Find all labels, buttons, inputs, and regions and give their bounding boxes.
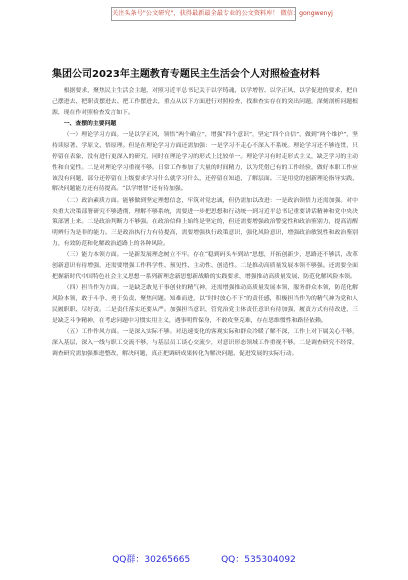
- top-banner: 关注头条号"公文研究"，获得最新最全最专业的公文资料库！ 微信：gongwenyj: [111, 7, 296, 21]
- document-title: 集团公司2023年主题教育专题民主生活会个人对照检查材料: [52, 69, 320, 80]
- body-paragraph: （一）理论学习方面。一是以学正风，领悟“两个确立”，增强“四个意识”，坚定“四个自信”，做到“两个维护”，坚持读原著、学原文、悟原理。但是在理论学习方面还需加强：一是学习不走心不深入不系统。理论学习还不够连贯，只停留在表象，没有进行更深入的研究，同时在理论学习的形式上比较单一。理论学习有时走形式主义，缺乏学习的主动性和自觉性。二是对理论学习重视不够。日常工作参加了大量的时间精力，以为凭借已有的工作经验，做好本职工作应该没有问题，部分还停留在上级要求学习什么就学习什么，还停留在知道、了解层面。三是用党的创新理论指导实践、解决问题能力还有待提高。“以学增智”还有待加强。: [52, 132, 358, 193]
- footer-qq: QQ：535304092: [221, 555, 296, 565]
- body-paragraph: （三）能力本领方面。一是新发展理念树立不牢。存在“稳到码头车到站”思想，开拓创新少，思路还不够活，改革创新意识有待增强，还需要增强工作科学性、预见性、主动性、创造性。二是推动高质量发展本领不够强。还需要全面把握新时代中国特色社会主义思想一系列新理念新思想新战略的实践要求，增强推动高质量发展、防范化解风险本领。: [52, 252, 358, 280]
- intro-paragraph: 根据要求，聚焦民主生活会主题，对照习近平总书记关于以学铸魂、以学增智、以学正风、以学促进的要求，把自己摆进去、把职责摆进去、把工作摆进去，重点从以下方面进行对照检查，找准查实存在的突出问题，深刻剖析问题根源，现在作对照检查发言如下。: [52, 88, 358, 116]
- footer-qq-group: QQ群：30265665: [112, 555, 191, 565]
- body-paragraph: （四）担当作为方面。一是缺乏敢见干事创业的精气神，还需增强推动高质量发展本领，服务群众本领，防范化解风险本领，敢于斗争、勇于负责、聚焦问题。知难而进，以“时时放心不下”的责任感，积极担当作为的精气神为党和人民履职职、尽好责。二是责任落实还要从严。加强担当意识，管党治党主体责任意识有待加强，履责方式有待改进，三是缺乏斗争精神，在考虑问题中习惯实用主义，遇事明哲保身，不敢攻坚克难，存在思维惯性和路径依赖。: [52, 285, 358, 324]
- body-paragraph: （二）政治素质方面。能够做到坚定理想信念，牢筑对党忠诚，但仍需加以改进：一是政治领悟力还需加强。对中央重大决策部署研究不够透彻，理解不够系统，需要进一步把思想和行动统一到习近平总书记重要讲话精神和党中央决策部署上来。二是政治判断力不够强。在政治信仰上始终是坚定的，但还需要增强政治警觉性和政治鉴别力，提高清醒明辨行为是非的能力。三是政治执行力有待提高，需要增强执行政策意识，强化风险意识，增强政治敏锐性和政治鉴别力，有效防范和化解政治道路上的各种风险。: [52, 197, 358, 247]
- document-body: [52, 86, 358, 544]
- body-paragraph: （五）工作作风方面。一是深入实际不够。对迅速变化的客观实际和群众冷暖了解不深，工作上对下属关心不够，深入基层，深入一线与职工交流不够，与基层员工谈心交流少，对意识形态领域工作重视不够。二是调查研究不经常，调查研究需加强推进整改，解决问题，真正把调研成果转化为解决问题、促进发展的实际行动。: [52, 329, 358, 357]
- footer-contact: [0, 552, 408, 565]
- section-heading: 一、查摆的主要问题: [63, 120, 117, 127]
